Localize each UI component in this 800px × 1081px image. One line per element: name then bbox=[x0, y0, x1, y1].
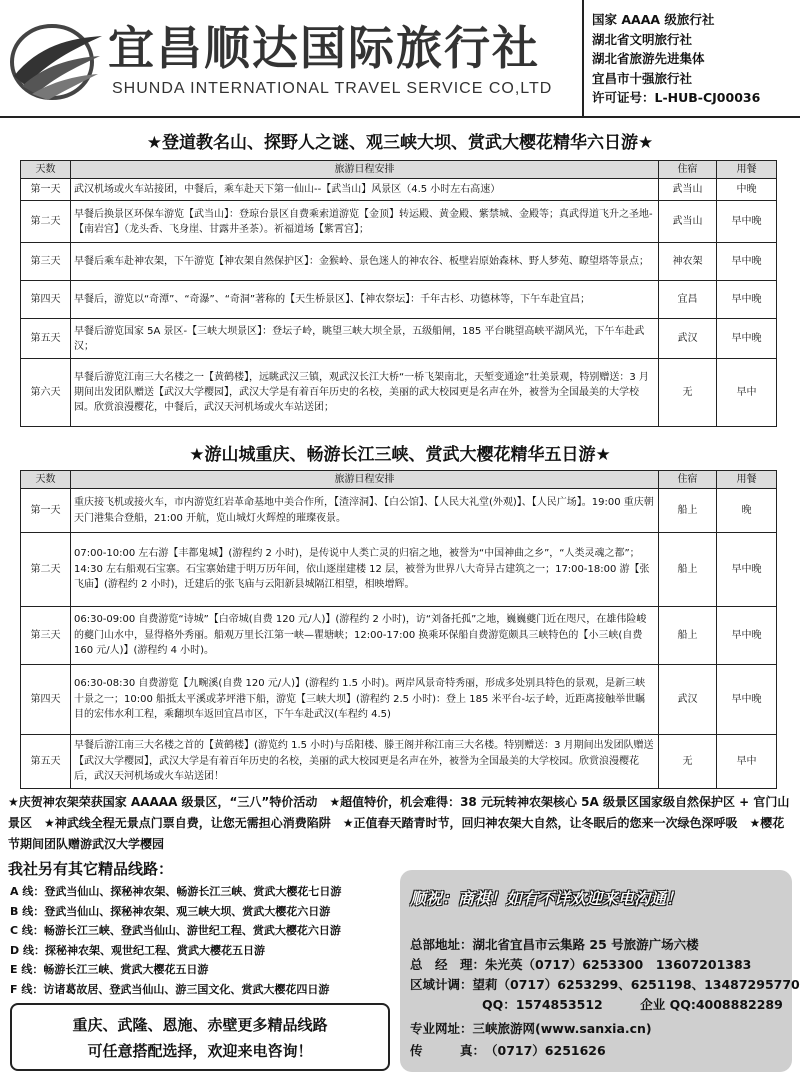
inquiry-box bbox=[10, 1003, 390, 1071]
list-item: F 线：访诸葛故居、登武当仙山、游三国文化、赏武大樱花四日游 bbox=[10, 982, 330, 996]
schedule-cell: 早餐后乘车赴神农架，下午游览【神农架自然保护区】：金猴岭、景色迷人的神农谷、板壁岩原始森林、野人梦苑、瞭望塔等景点； bbox=[71, 243, 659, 281]
day-cell: 第三天 bbox=[21, 607, 71, 665]
fax-label: 传 真： bbox=[410, 1043, 486, 1058]
header-stay: 住宿 bbox=[659, 471, 717, 489]
day-cell: 第四天 bbox=[21, 281, 71, 319]
address-label: 总部地址： bbox=[410, 937, 473, 952]
header-schedule: 旅游日程安排 bbox=[71, 471, 659, 489]
header-schedule: 旅游日程安排 bbox=[71, 161, 659, 179]
header-meal: 用餐 bbox=[717, 471, 777, 489]
table-row bbox=[21, 489, 777, 533]
inquiry-line-1: 重庆、武隆、恩施、赤壁更多精品线路 bbox=[72, 1016, 328, 1034]
tour1-itinerary-table bbox=[20, 160, 777, 427]
schedule-cell: 06:30-08:30 自费游览【九畹溪(自费 120 元/人)】(游程约 1.5 小时)。两岸风景奇特秀丽，形成多处别具特色的景观，是新三峡十景之一；10:00 船抵太平溪或茅坪港下船，游览【三峡大坝】(游程约 2.5 小时)：登上 185 米平台-坛子岭，近距离接触举世瞩目的宏伟水利工程，乘翻坝车返回宜昌市区，下午车赴武汉(车程约 4.5) bbox=[71, 665, 659, 735]
promo-text: ★庆贺神农架荣获国家 AAAAA 级景区，“三八”特价活动 ★超值特价，机会难得：38 元玩转神农架核心 5A 级景区国家级自然保护区 + 官门山景区 ★神武线全程无景点门票自费，让您无需担心消费陷阱 ★正值春天踏青时节，回归神农架大自然，让冬眠后的您来一次绿色深呼吸 ★樱花节期间团队赠游武汉大学樱园 bbox=[8, 795, 790, 851]
table-row bbox=[21, 281, 777, 319]
schedule-cell: 早餐后换景区环保车游览【武当山】：登琼台景区自费乘索道游览【金顶】转运殿、黄金殿、紫禁城、金殿等；真武得道飞升之圣地-【南岩宫】（龙头香、飞身崖、甘露井圣茶）。祈福道场【紫霄宫】； bbox=[71, 201, 659, 243]
page-header bbox=[0, 0, 800, 118]
company-name-en: SHUNDA INTERNATIONAL TRAVEL SERVICE CO,LTD bbox=[112, 80, 553, 97]
company-name-cn: 宜昌顺达国际旅行社 bbox=[108, 21, 540, 75]
other-routes-list bbox=[10, 882, 341, 1000]
day-cell: 第二天 bbox=[21, 533, 71, 607]
day-cell: 第四天 bbox=[21, 665, 71, 735]
day-cell: 第三天 bbox=[21, 243, 71, 281]
schedule-cell: 重庆接飞机或接火车，市内游览红岩革命基地中美合作所，【渣滓洞】、【白公馆】、【人民大礼堂(外观)】、【人民广场】。19:00 重庆朝天门港集合登船，21:00 开航，览山城灯火辉煌的璀璨夜景。 bbox=[71, 489, 659, 533]
schedule-cell: 早餐后游览国家 5A 景区-【三峡大坝景区】：登坛子岭，眺望三峡大坝全景，五级船闸，185 平台眺望高峡平湖风光，下午车赴武汉； bbox=[71, 319, 659, 359]
day-cell: 第六天 bbox=[21, 359, 71, 427]
credential-item: 宜昌市十强旅行社 bbox=[592, 70, 693, 86]
header-day: 天数 bbox=[21, 161, 71, 179]
stay-cell: 武汉 bbox=[659, 665, 717, 735]
table-row bbox=[21, 243, 777, 281]
company-logo-icon bbox=[8, 16, 104, 106]
header-day: 天数 bbox=[21, 471, 71, 489]
credentials-list bbox=[592, 10, 760, 108]
day-cell: 第二天 bbox=[21, 201, 71, 243]
day-cell: 第一天 bbox=[21, 489, 71, 533]
table-row bbox=[21, 201, 777, 243]
qq-value: QQ：1574853512 企业 QQ:4008882289 bbox=[482, 997, 783, 1012]
stay-cell: 武当山 bbox=[659, 179, 717, 201]
meal-cell: 早中晚 bbox=[717, 201, 777, 243]
schedule-cell: 武汉机场或火车站接团，中餐后，乘车赴天下第一仙山--【武当山】风景区（4.5 小时左右高速） bbox=[71, 179, 659, 201]
website-link[interactable]: 三峡旅游网(www.sanxia.cn) bbox=[472, 1021, 652, 1036]
list-item: A 线：登武当仙山、探秘神农架、畅游长江三峡、赏武大樱花七日游 bbox=[10, 885, 342, 898]
credential-item: 湖北省文明旅行社 bbox=[592, 31, 693, 47]
stay-cell: 船上 bbox=[659, 533, 717, 607]
meal-cell: 早中晚 bbox=[717, 607, 777, 665]
table-header-row bbox=[21, 471, 777, 489]
table-row bbox=[21, 665, 777, 735]
day-cell: 第五天 bbox=[21, 735, 71, 789]
manager-label: 总 经 理： bbox=[410, 957, 486, 972]
meal-cell: 早中晚 bbox=[717, 319, 777, 359]
table-row bbox=[21, 359, 777, 427]
manager-row bbox=[410, 956, 751, 973]
schedule-cell: 06:30-09:00 自费游览“诗城”【白帝城(自费 120 元/人)】(游程约 2 小时)，访“刘备托孤”之地，巍巍夔门近在咫尺，在雄伟险峻的夔门山水中，显得格外秀丽。船观万里长江第一峡—瞿塘峡；12:00-17:00 换乘环保船自费游览颇具三峡特色的【小三峡(自费 160 元/人)】(游程约 4 小时)。 bbox=[71, 607, 659, 665]
table-row bbox=[21, 735, 777, 789]
table-row bbox=[21, 319, 777, 359]
table-header-row bbox=[21, 161, 777, 179]
list-item: C 线：畅游长江三峡、登武当仙山、游世纪工程、赏武大樱花六日游 bbox=[10, 924, 341, 938]
schedule-cell: 早餐后游览江南三大名楼之一【黄鹤楼】，远眺武汉三镇，观武汉长江大桥“一桥飞架南北，天堑变通途”壮美景观，特别赠送：3 月期间出发团队赠送【武汉大学樱园】，武汉大学是有着百年历史的名校，美丽的武大校园更是名声在外，被誉为全国最美的大学校园。欣赏浪漫樱花，中餐后，武汉天河机场或火车站送团； bbox=[71, 359, 659, 427]
header-stay: 住宿 bbox=[659, 161, 717, 179]
meal-cell: 早中晚 bbox=[717, 281, 777, 319]
meal-cell: 早中晚 bbox=[717, 243, 777, 281]
license-number: 许可证号：L-HUB-CJ00036 bbox=[592, 90, 761, 105]
stay-cell: 船上 bbox=[659, 607, 717, 665]
schedule-cell: 早餐后，游览以“奇潭”、“奇瀑”、“奇洞”著称的【天生桥景区】、【神农祭坛】：千年古杉、功德林等，下午车赴宜昌； bbox=[71, 281, 659, 319]
stay-cell: 武汉 bbox=[659, 319, 717, 359]
list-item: B 线：登武当仙山、探秘神农架、观三峡大坝、赏武大樱花六日游 bbox=[10, 904, 331, 918]
inquiry-line-2: 可任意搭配选择，欢迎来电咨询！ bbox=[87, 1042, 313, 1060]
meal-cell: 早中 bbox=[717, 359, 777, 427]
qq-row bbox=[482, 996, 783, 1013]
stay-cell: 武当山 bbox=[659, 201, 717, 243]
table-row bbox=[21, 533, 777, 607]
manager-value: 朱光英（0717）6253300 13607201383 bbox=[485, 957, 752, 972]
planner-label: 区域计调： bbox=[410, 977, 473, 992]
table-row bbox=[21, 607, 777, 665]
list-item: E 线：畅游长江三峡、赏武大樱花五日游 bbox=[10, 963, 209, 977]
stay-cell: 无 bbox=[659, 359, 717, 427]
stay-cell: 神农架 bbox=[659, 243, 717, 281]
credential-item: 湖北省旅游先进集体 bbox=[592, 51, 705, 66]
planner-row bbox=[410, 976, 800, 993]
stay-cell: 无 bbox=[659, 735, 717, 789]
fax-row bbox=[410, 1042, 606, 1059]
address-value: 湖北省宜昌市云集路 25 号旅游广场六楼 bbox=[472, 937, 699, 952]
meal-cell: 早中 bbox=[717, 735, 777, 789]
address-row bbox=[410, 936, 699, 953]
meal-cell: 中晚 bbox=[717, 179, 777, 201]
meal-cell: 晚 bbox=[717, 489, 777, 533]
planner-value: 望莉（0717）6253299、6251198、13487295770 bbox=[472, 977, 800, 992]
website-row bbox=[410, 1020, 652, 1037]
day-cell: 第五天 bbox=[21, 319, 71, 359]
stay-cell: 宜昌 bbox=[659, 281, 717, 319]
meal-cell: 早中晚 bbox=[717, 665, 777, 735]
tour2-title: ★游山城重庆、畅游长江三峡、赏武大樱花精华五日游★ bbox=[189, 445, 611, 465]
header-divider bbox=[582, 0, 584, 118]
stay-cell: 船上 bbox=[659, 489, 717, 533]
tour2-itinerary-table bbox=[20, 470, 777, 789]
credential-item: 国家 AAAA 级旅行社 bbox=[592, 12, 715, 27]
other-routes-title: 我社另有其它精品线路： bbox=[8, 860, 174, 878]
header-meal: 用餐 bbox=[717, 161, 777, 179]
table-row bbox=[21, 179, 777, 201]
meal-cell: 早中晚 bbox=[717, 533, 777, 607]
schedule-cell: 早餐后游江南三大名楼之首的【黄鹤楼】(游览约 1.5 小时)与岳阳楼、滕王阁并称江南三大名楼。特别赠送：3 月期间出发团队赠送【武汉大学樱园】，武汉大学是有着百年历史的名校，美丽的武大校园更是名声在外，被誉为全国最美的大学校园。欣赏浪漫樱花后，武汉天河机场或火车站送团！ bbox=[71, 735, 659, 789]
schedule-cell: 07:00-10:00 左右游【丰都鬼城】(游程约 2 小时)，是传说中人类亡灵的归宿之地，被誉为“中国神曲之乡”，“人类灵魂之都”；14:30 左右船观石宝寨。石宝寨始建于明万历年间，依山逐崖建楼 12 层，被誉为世界八大奇异古建筑之一；17:00-18:00 游【张飞庙】(游程约 2 小时)，迁建后的张飞庙与云阳新县城隔江相望，相映增辉。 bbox=[71, 533, 659, 607]
list-item: D 线：探秘神农架、观世纪工程、赏武大樱花五日游 bbox=[10, 943, 265, 957]
tour1-title: ★登道教名山、探野人之谜、观三峡大坝、赏武大樱花精华六日游★ bbox=[146, 133, 654, 153]
fax-value: （0717）6251626 bbox=[485, 1043, 606, 1058]
day-cell: 第一天 bbox=[21, 179, 71, 201]
greeting-text: 顺祝：商祺！如有不详欢迎来电沟通！ bbox=[410, 889, 683, 908]
website-label: 专业网址： bbox=[410, 1021, 473, 1036]
